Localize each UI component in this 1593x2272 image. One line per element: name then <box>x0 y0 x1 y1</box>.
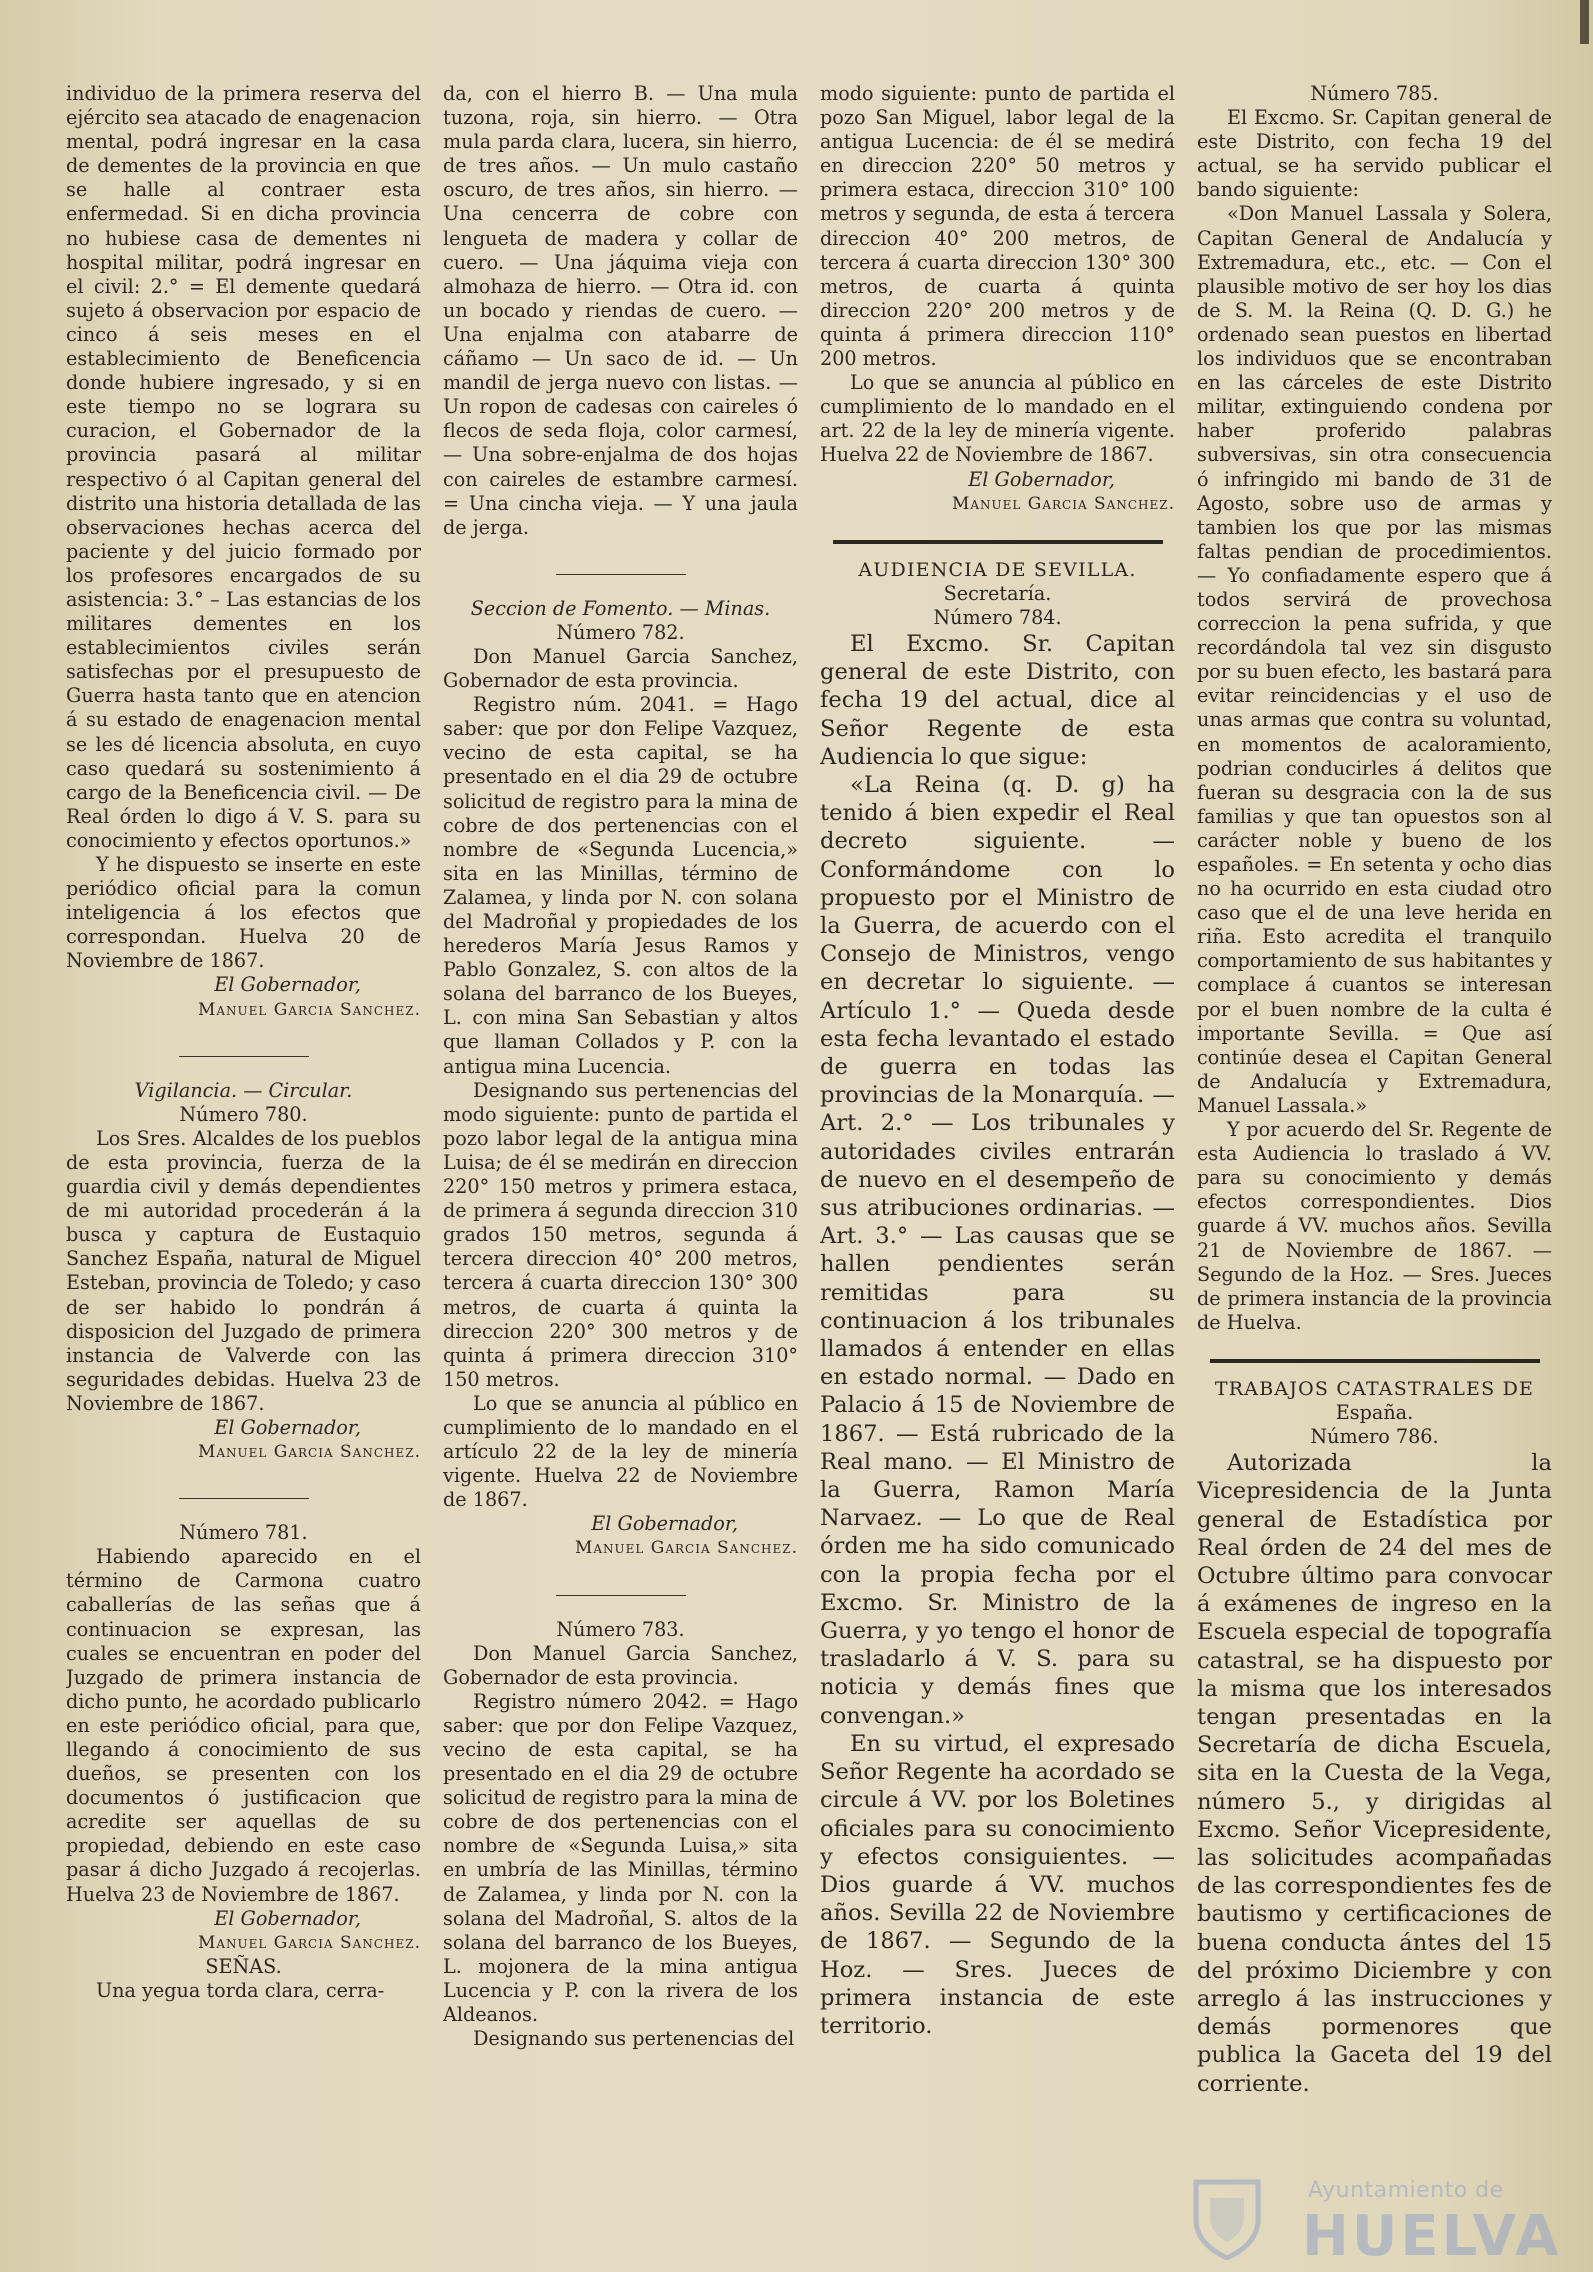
section-header: TRABAJOS CATASTRALES DE <box>1214 1377 1535 1400</box>
column-1 <box>66 82 421 2242</box>
huelva-shield-icon <box>1190 2176 1264 2260</box>
separator-line <box>179 1056 309 1057</box>
section-heading: Seccion de Fomento. — Minas. <box>470 596 771 620</box>
signature-name: Manuel Garcia Sanchez. <box>197 1932 421 1953</box>
paragraph: Don Manuel Garcia Sanchez, Gobernador de esta provincia. <box>443 644 798 693</box>
watermark-big-text: HUELVA <box>1302 2204 1562 2269</box>
notice-number: SEÑAS. <box>205 1954 282 1978</box>
column-3 <box>820 82 1175 2242</box>
paragraph: «Don Manuel Lassala y Solera, Capitan General de Andalucía y Extremadura, etc., etc. — Con el plausible motivo de ser hoy los dias de S. M. la Reina (Q. D. G.) he ordenado sean puestos en libertad los individuos que se encontraban en las cárceles de este Distrito militar, extinguiendo condena por haber proferido palabras subversivas, sin otra consecuencia ó infringido mi bando de 31 de Agosto, sobre uso de armas y tambien los que por las mismas faltas pendian de procedimientos. — Yo confiadamente espero que á todos servirá de provechosa correccion la pena sufrida, y que recordándola tal vez sin disgusto por su buen efecto, les bastará para evitar reincidencias y el uso de unas armas que contra su voluntad, en momentos de acaloramiento, podrian conducirles á delitos que fueran su desgracia con la de sus familias y que tan opuestos son al carácter noble y bueno de los españoles. = En setenta y ocho dias no ha ocurrido en esta ciudad otro caso que el de una leve herida en riña. Esto acredita el tranquilo comportamiento de sus habitantes y complace á cuantos se interesan por el buen nombre de la culta é importante Sevilla. = Que así continúe desea el Capitan General de Andalucía y Extremadura, Manuel Lassala.» <box>1197 202 1552 1117</box>
paragraph: Una yegua torda clara, cerra- <box>96 1978 385 2002</box>
paragraph: Registro número 2042. = Hago saber: que por don Felipe Vazquez, vecino de esta capital, se ha presentado en el dia 29 de octubre solicitud de registro para la mina de cobre de dos pertenencias con el nombre de «Segunda Luisa,» sita en umbría de las Minillas, término de Zalamea, y linda por N. con la solana del Madroñal, S. altos de la solana del barranco de los Bueyes, L. mojonera de la mina antigua Lucencia y P. con la rivera de los Aldeanos. <box>443 1689 798 2027</box>
signature-title: El Gobernador, <box>591 1512 738 1536</box>
notice-number: Número 786. <box>1310 1425 1439 1449</box>
paragraph: Don Manuel Garcia Sanchez, Gobernador de esta provincia. <box>443 1641 798 1689</box>
separator-line <box>179 1498 309 1499</box>
watermark-small-text: Ayuntamiento de <box>1308 2178 1504 2203</box>
section-heading: Vigilancia. — Circular. <box>134 1078 353 1102</box>
paragraph: da, con el hierro B. — Una mula tuzona, roja, sin hierro. — Otra mula parda clara, lucera, sin hierro, de tres años. — Un mulo castaño oscuro, de tres años, sin hierro. — Una cencerra de cobre con lengueta de madera y collar de cuero. — Una jáquima vieja con almohaza de hierro. — Otra id. con un bocado y riendas de cuero. — Una enjalma con atabarre de cáñamo — Un saco de id. — Un mandil de jerga nuevo con listas. — Un ropon de cadesas con caireles ó flecos de seda floja, color carmesí, — Una sobre-enjalma de dos hojas con caireles de estambre carmesí. = Una cincha vieja. — Y una jaula de jerga. <box>443 82 798 539</box>
section-divider <box>833 540 1163 544</box>
notice-number: Número 784. <box>933 605 1062 629</box>
section-subheader: España. <box>1335 1400 1414 1424</box>
signature-name: Manuel Garcia Sanchez. <box>197 1442 421 1463</box>
signature-title: El Gobernador, <box>968 467 1115 491</box>
signature-title: El Gobernador, <box>214 1415 361 1439</box>
signature-title: El Gobernador, <box>214 973 361 997</box>
section-header: AUDIENCIA DE SEVILLA. <box>858 558 1137 581</box>
paragraph: Lo que se anuncia al público en cumplimiento de lo mandado en el artículo 22 de la ley de minería vigente. Huelva 22 de Noviembre de 1867. <box>443 1391 798 1512</box>
column-4 <box>1197 82 1552 2242</box>
signature-name: Manuel Garcia Sanchez. <box>197 999 421 1020</box>
separator-line <box>556 574 686 575</box>
paragraph-large: Autorizada la Vicepresidencia de la Junta general de Estadística por Real órden de 24 del mes de Octubre último para convocar á exámenes de ingreso en la Escuela especial de topografía catastral, se ha dispuesto por la misma que los interesados tengan presentadas en la Secretaría de dicha Escuela, sita en la Cuesta de la Vega, número 5., y dirigidas al Excmo. Señor Vicepresidente, las solicitudes acompañadas de las correspondientes fes de bautismo y certificaciones de buena conducta ántes del 15 del próximo Diciembre y con arreglo á las instrucciones y demás pormenores que publica la Gaceta del 19 del corriente. <box>1197 1450 1552 2097</box>
paragraph: Y he dispuesto se inserte en este periódico oficial para la comun inteligencia á los efectos que correspondan. Huelva 20 de Noviembre de 1867. <box>66 853 421 973</box>
paragraph-large: El Excmo. Sr. Capitan general de este Distrito, con fecha 19 del actual, dice al Señor Regente de esta Audiencia lo que sigue: <box>820 630 1175 770</box>
page-edge-corner <box>1576 0 1593 46</box>
signature-name: Manuel Garcia Sanchez. <box>574 1538 798 1559</box>
notice-number: Número 781. <box>179 1521 308 1545</box>
paragraph: El Excmo. Sr. Capitan general de este Distrito, con fecha 19 del actual, se ha servido publicar el bando siguiente: <box>1197 106 1552 202</box>
paragraph-large: En su virtud, el expresado Señor Regente ha acordado se circule á VV. por los Boletines oficiales para su conocimiento y efectos consiguientes. — Dios guarde á VV. muchos años. Sevilla 22 de Noviembre de 1867. — Segundo de la Hoz. — Sres. Jueces de primera instancia de este territorio. <box>820 1730 1175 2039</box>
signature-name: Manuel Garcia Sanchez. <box>951 493 1175 514</box>
notice-number: Número 782. <box>556 620 685 644</box>
section-divider <box>1210 1359 1540 1363</box>
signature-title: El Gobernador, <box>214 1906 361 1930</box>
archive-watermark <box>1190 2168 1570 2268</box>
column-2 <box>443 82 798 2242</box>
section-subheader: Secretaría. <box>943 581 1052 605</box>
paragraph: Designando sus pertenencias del modo siguiente: punto de partida el pozo labor legal de la antigua mina Luisa; de él se medirán en direccion 220° 150 metros y primera estaca, de primera á segunda direccion 310 grados 150 metros, segunda á tercera direccion 40° 200 metros, tercera á cuarta direccion 130° 300 metros, de cuarta á quinta la direccion 220° 300 metros y de quinta á primera direccion 310° 150 metros. <box>443 1078 798 1391</box>
paragraph: Y por acuerdo del Sr. Regente de esta Audiencia lo traslado á VV. para su conocimiento y demás efectos correspondientes. Dios guarde á VV. muchos años. Sevilla 21 de Noviembre de 1867. — Segundo de la Hoz. — Sres. Jueces de primera instancia de la provincia de Huelva. <box>1197 1118 1552 1334</box>
notice-number: Número 780. <box>179 1102 308 1126</box>
paragraph: Designando sus pertenencias del <box>473 2027 795 2051</box>
paragraph: Habiendo aparecido en el término de Carmona cuatro caballerías de las señas que á continuacion se expresan, las cuales se encuentran en poder del Juzgado de primera instancia de dicho punto, he acordado publicarlo en este periódico oficial, para que, llegando á conocimiento de sus dueños, se presenten con los documentos ó justificacion que acredite ser aquellas de su propiedad, debiendo en este caso pasar á dicho Juzgado á recojerlas. Huelva 23 de Noviembre de 1867. <box>66 1545 421 1906</box>
separator-line <box>556 1595 686 1596</box>
paragraph: Registro núm. 2041. = Hago saber: que por don Felipe Vazquez, vecino de esta capital, se ha presentado en el dia 29 de octubre solicitud de registro para la mina de cobre de dos pertenencias con el nombre de «Segunda Lucencia,» sita en las Minillas, término de Zalamea, y linda por N. con solana del Madroñal y propiedades de los herederos María Jesus Ramos y Pablo Gonzalez, S. con altos de la solana del barranco de los Bueyes, L. con mina San Sebastian y altos que llaman Collados y P. con la antigua mina Lucencia. <box>443 693 798 1078</box>
notice-number: Número 785. <box>1310 82 1439 105</box>
paragraph: Lo que se anuncia al público en cumplimiento de lo mandado en el art. 22 de la ley de minería vigente. Huelva 22 de Noviembre de 1867. <box>820 371 1175 467</box>
notice-number: Número 783. <box>556 1617 685 1641</box>
columns-container <box>66 82 1556 2242</box>
paragraph: Los Sres. Alcaldes de los pueblos de esta provincia, fuerza de la guardia civil y demás dependientes de mi autoridad procederán á la busca y captura de Eustaquio Sanchez España, natural de Miguel Esteban, provincia de Toledo; y caso de ser habido lo pondrán á disposicion del Juzgado de primera instancia de Valverde con las seguridades debidas. Huelva 23 de Noviembre de 1867. <box>66 1126 421 1415</box>
paragraph: modo siguiente: punto de partida el pozo San Miguel, labor legal de la antigua Lucencia: de él se medirá en direccion 220° 50 metros y primera estaca, direccion 310° 100 metros y segunda, de esta á tercera direccion 40° 200 metros, de tercera á cuarta direccion 130° 300 metros, de cuarta á quinta direccion 220° 200 metros y de quinta á primera direccion 110° 200 metros. <box>820 82 1175 371</box>
paragraph: individuo de la primera reserva del ejército sea atacado de enagenacion mental, podrá ingresar en la casa de dementes de la provincia en que se halle al contraer esta enfermedad. Si en dicha provincia no hubiese casa de dementes ni hospital militar, podrá ingresar en el civil: 2.° = El demente quedará sujeto á observacion por espacio de cinco á seis meses en el establecimiento de Beneficencia donde hubiere ingresado, y si en este tiempo no se lograra su curacion, el Gobernador de la provincia pasará al militar respectivo ó al Capitan general del distrito una historia detallada de las observaciones hechas acerca del paciente y del juicio formado por los profesores encargados de su asistencia: 3.° – Las estancias de los militares dementes en los establecimientos civiles serán satisfechas por el presupuesto de Guerra hasta tanto que en atencion á su estado de enagenacion mental se les dé licencia absoluta, en cuyo caso quedará su sostenimiento á cargo de la Beneficencia civil. — De Real órden lo digo á V. S. para su conocimiento y efectos oportunos.» <box>66 82 421 852</box>
paragraph-large: «La Reina (q. D. g) ha tenido á bien expedir el Real decreto siguiente. — Conformándome con lo propuesto por el Ministro de la Guerra, de acuerdo con el Consejo de Ministros, vengo en decretar lo siguiente. — Artículo 1.° — Queda desde esta fecha levantado el estado de guerra en todas las provincias de la Monarquía. — Art. 2.° — Los tribunales y autoridades civiles entrarán de nuevo en el desempeño de sus atribuciones ordinarias. — Art. 3.° — Las causas que se hallen pendientes serán remitidas para su continuacion á los tribunales llamados á entender en ellas en estado normal. — Dado en Palacio á 15 de Noviembre de 1867. — Está rubricado de la Real mano. — El Ministro de la Guerra, Ramon María Narvaez. — Lo que de Real órden me ha sido comunicado con la propia fecha por el Excmo. Sr. Ministro de la Guerra, y yo tengo el honor de trasladarlo á V. S. para su noticia y demás fines que convengan.» <box>820 771 1175 1729</box>
